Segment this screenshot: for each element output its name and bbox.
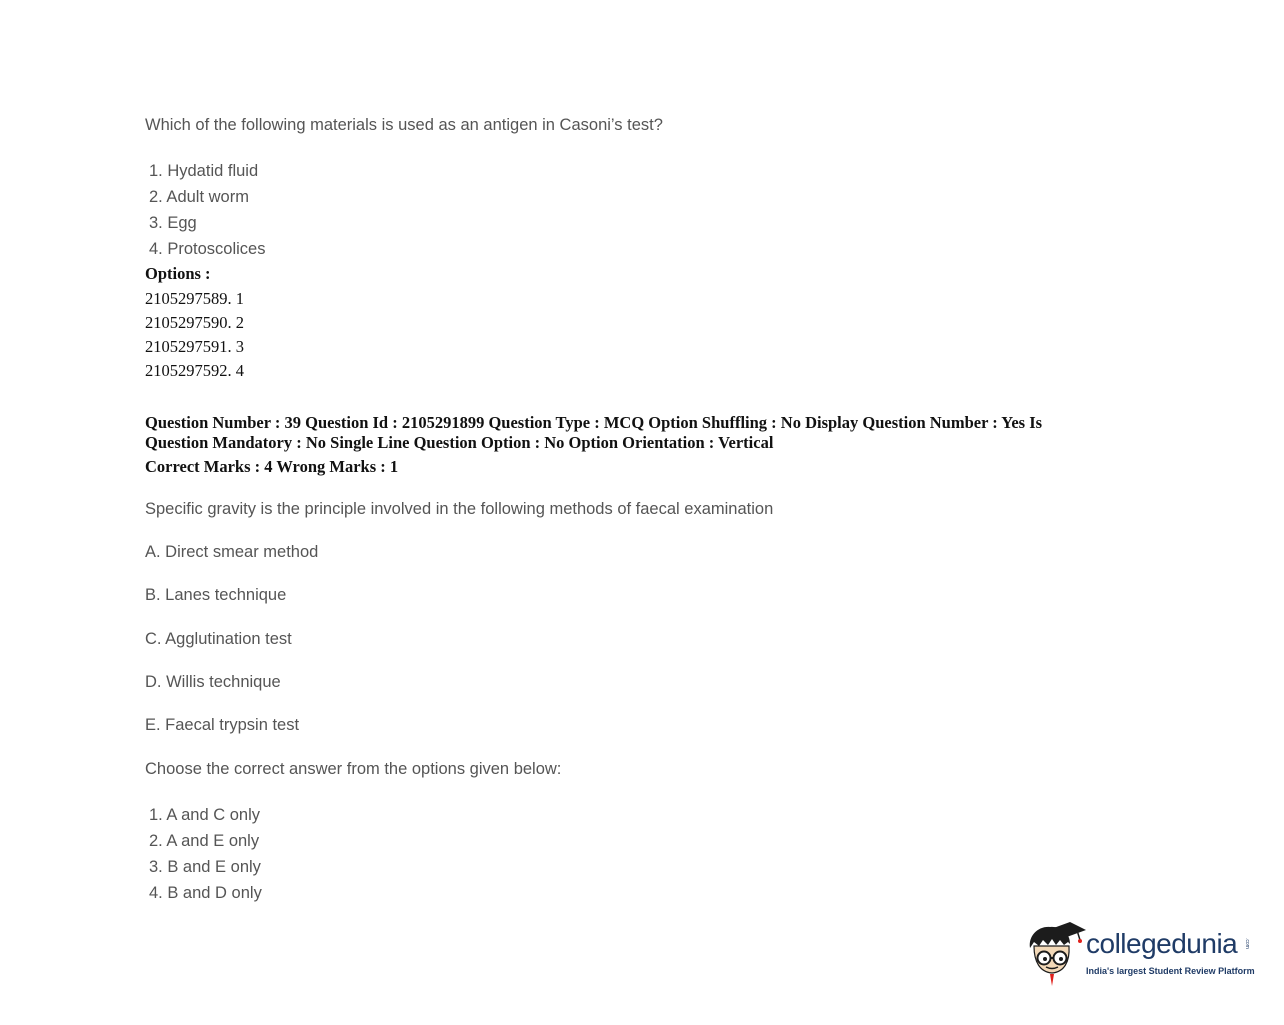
option-id: 2105297589. 1 xyxy=(145,289,244,308)
answer-choice: 2. A and E only xyxy=(149,832,260,850)
question-metadata: Question Number : 39 Question Id : 2105291899 Question Type : MCQ Option Shuffling : No Display Question Number : Yes Is Question Mandatory : No Single Line Question Option : No Option Orientation : Vertical xyxy=(145,413,1043,452)
mascot-icon xyxy=(1024,918,1086,990)
answer-choice: 2. Adult worm xyxy=(149,188,249,206)
brand-tagline: India's largest Student Review Platform xyxy=(1086,966,1255,976)
options-heading: Options : xyxy=(145,264,211,283)
brand-domain-suffix: .com xyxy=(1244,938,1250,949)
answer-choice: 3. Egg xyxy=(149,214,197,232)
instruction-text: Choose the correct answer from the options given below: xyxy=(145,760,562,778)
answer-choice: 4. B and D only xyxy=(149,884,262,902)
statement-item: A. Direct smear method xyxy=(145,543,319,561)
marks-line: Correct Marks : 4 Wrong Marks : 1 xyxy=(145,457,399,476)
question-text: Which of the following materials is used as an antigen in Casoni’s test? xyxy=(145,116,663,134)
question-text: Specific gravity is the principle involved in the following methods of faecal examination xyxy=(145,500,774,518)
option-id-list xyxy=(145,287,244,383)
answer-choice: 3. B and E only xyxy=(149,858,261,876)
option-id: 2105297591. 3 xyxy=(145,337,244,356)
option-id: 2105297590. 2 xyxy=(145,313,244,332)
answer-choice: 1. A and C only xyxy=(149,806,260,824)
answer-choice: 4. Protoscolices xyxy=(149,240,266,258)
statement-item: C. Agglutination test xyxy=(145,630,292,648)
option-id: 2105297592. 4 xyxy=(145,361,244,380)
statement-item: D. Willis technique xyxy=(145,673,281,691)
answer-choices xyxy=(149,158,265,262)
brand-logo xyxy=(1024,918,1264,990)
statement-item: E. Faecal trypsin test xyxy=(145,716,300,734)
brand-name: collegedunia xyxy=(1086,928,1238,959)
answer-choice: 1. Hydatid fluid xyxy=(149,162,259,180)
answer-choices xyxy=(149,802,262,906)
statement-item: B. Lanes technique xyxy=(145,586,287,604)
